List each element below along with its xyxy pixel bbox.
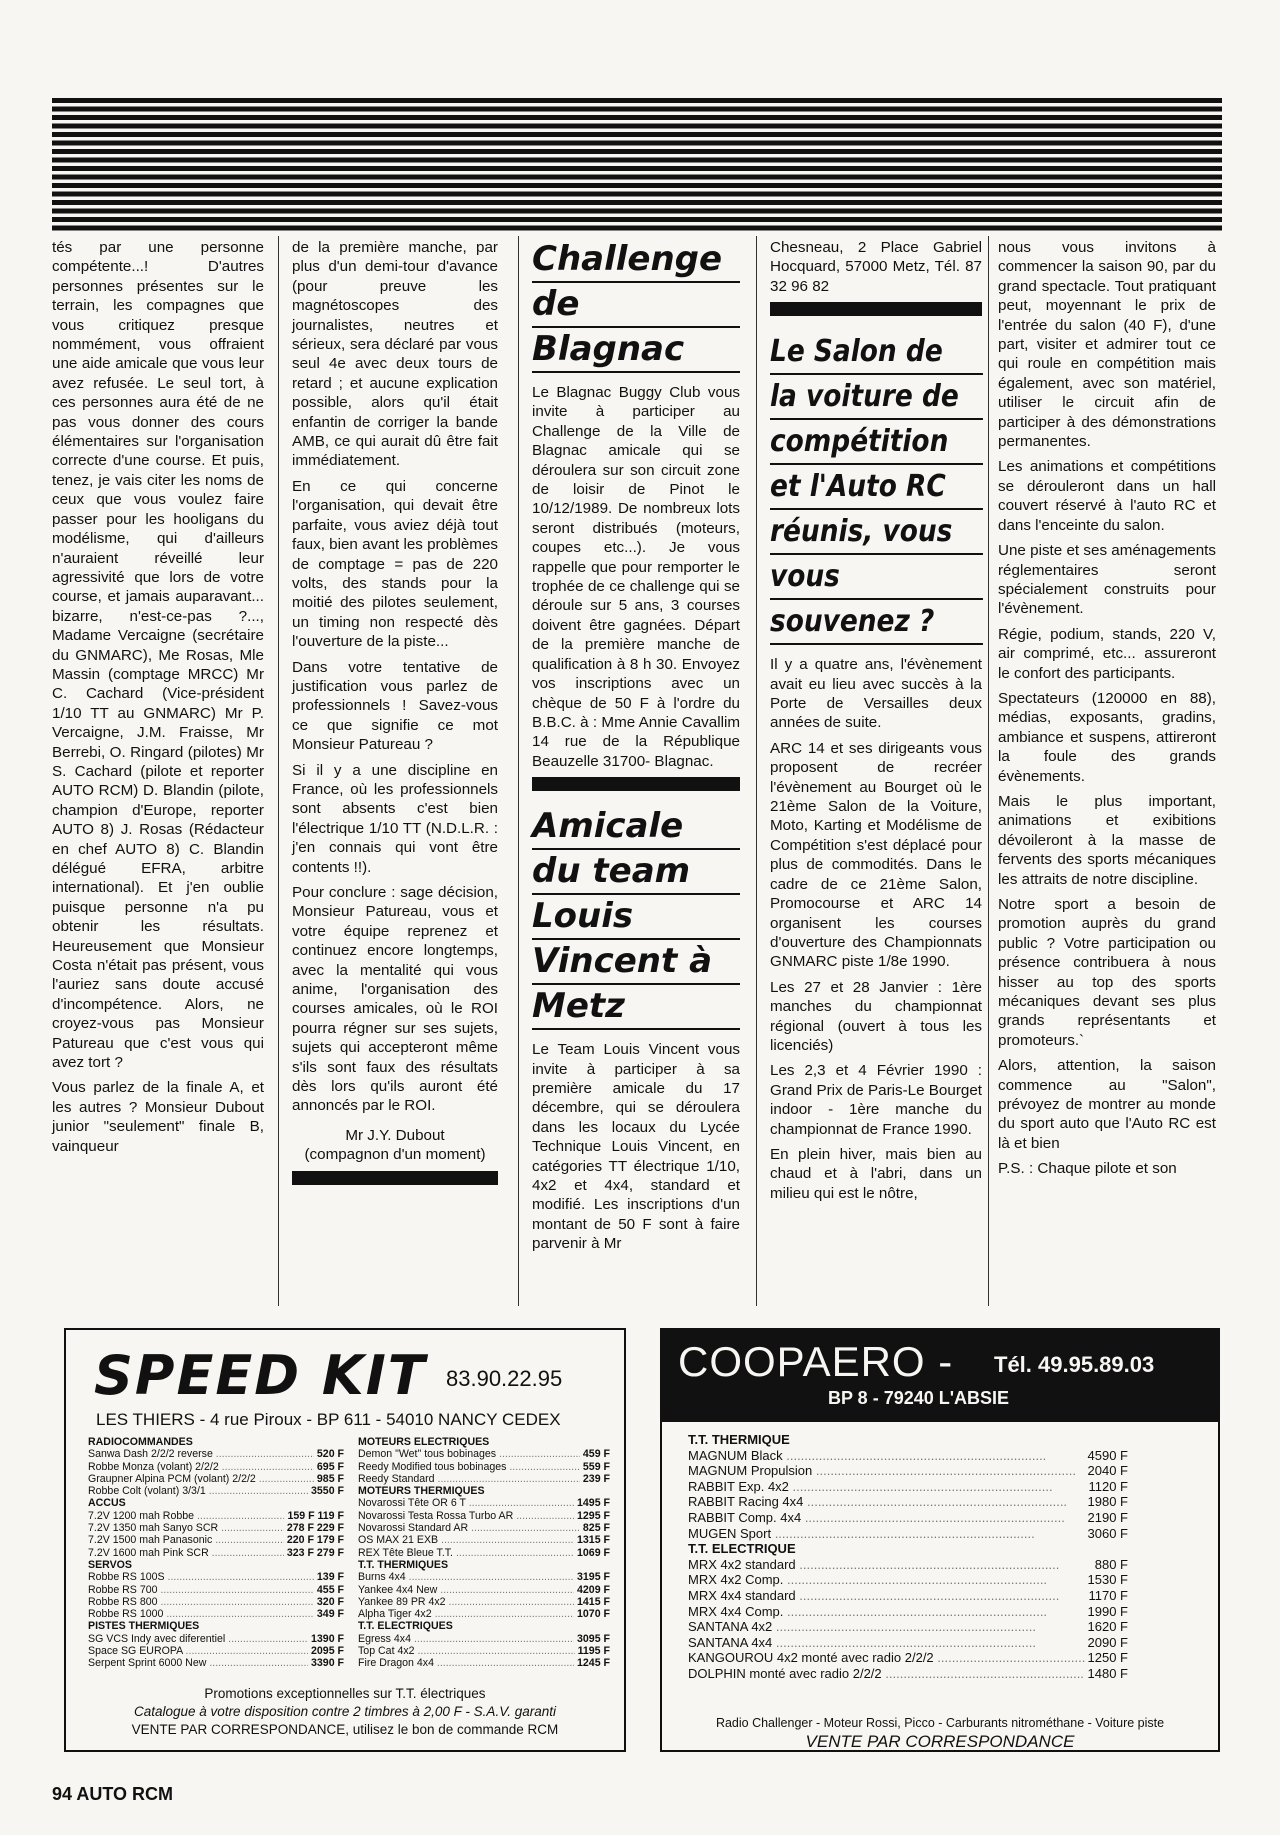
- product-price: 1245 F: [577, 1657, 610, 1670]
- product-price: 323 F 279 F: [286, 1546, 344, 1559]
- product-name: Reedy Standard .....: [358, 1473, 580, 1485]
- section-bar: [292, 1171, 498, 1185]
- headline-line: Vincent à: [532, 940, 740, 985]
- product-price: 459 F: [582, 1448, 610, 1461]
- product-name: Reedy Modified tous bobinages .....: [358, 1461, 580, 1473]
- price-row: [358, 1633, 610, 1645]
- article-column-2: [292, 238, 498, 1199]
- product-price: 1069 F: [577, 1546, 610, 1559]
- coopaero-header: [662, 1330, 1218, 1422]
- product-name: SG VCS Indy avec diferentiel .....: [88, 1633, 308, 1645]
- price-row: [358, 1645, 610, 1657]
- product-price: 1390 F: [311, 1632, 344, 1645]
- product-price: 4590 F: [1087, 1447, 1128, 1463]
- headline-line: Le Salon de: [770, 330, 983, 375]
- amicale-headline: [532, 805, 740, 1030]
- product-price: 220 F 179 F: [286, 1534, 344, 1547]
- product-name: Burns 4x4 .....: [358, 1571, 574, 1583]
- product-name: 7.2V 1200 mah Robbe .....: [88, 1510, 284, 1522]
- price-row: [88, 1608, 344, 1620]
- product-price: 520 F: [316, 1448, 344, 1461]
- coopaero-phone: Tél. 49.95.89.03: [994, 1352, 1155, 1377]
- product-price: 4209 F: [577, 1583, 610, 1596]
- headline-line: réunis, vous: [770, 510, 983, 555]
- price-row: [358, 1473, 610, 1485]
- product-price: 2095 F: [311, 1645, 344, 1658]
- price-row: [688, 1463, 1128, 1479]
- product-name: Robbe Colt (volant) 3/3/1 .....: [88, 1485, 308, 1497]
- product-name: Fire Dragon 4x4 .....: [358, 1657, 574, 1669]
- paragraph: Vous parlez de la finale A, et les autres ? Monsieur Dubout junior "seulement" finale B, vainqueur: [52, 1079, 264, 1155]
- price-row: [88, 1571, 344, 1583]
- product-name: Novarossi Testa Rossa Turbo AR .....: [358, 1510, 574, 1522]
- signature-note: (compagnon d'un moment): [304, 1146, 486, 1164]
- price-row: [88, 1448, 344, 1460]
- product-name: RABBIT Racing 4x4 .....: [688, 1494, 1085, 1510]
- paragraph: ARC 14 et ses dirigeants vous proposent de recréer l'évènement au Bourget où le 21ème Salon de la Voiture, Moto, Karting et Modélisme de Compétition s'est déplacé pour plus de commodités. Dans le cadre de ce 21ème Salon, Promocourse et ARC 14 organisent les courses d'ouverture des Championnats GNMARC piste 1/8e 1990.: [770, 739, 982, 971]
- product-price: 3095 F: [577, 1632, 610, 1645]
- price-row: [88, 1485, 344, 1497]
- product-price: 1530 F: [1087, 1572, 1128, 1588]
- price-row: [88, 1510, 344, 1522]
- product-name: Robbe Monza (volant) 2/2/2 .....: [88, 1461, 314, 1473]
- column-divider: [278, 236, 279, 1306]
- product-price: 1495 F: [577, 1497, 610, 1510]
- product-name: MAGNUM Propulsion .....: [688, 1463, 1085, 1479]
- signature-name: Mr J.Y. Dubout: [345, 1126, 445, 1144]
- price-row: [688, 1650, 1128, 1666]
- product-name: Robbe RS 1000 .....: [88, 1608, 314, 1620]
- product-name: SANTANA 4x4 .....: [688, 1635, 1085, 1651]
- product-price: 455 F: [316, 1583, 344, 1596]
- speedkit-address: LES THIERS - 4 rue Piroux - BP 611 - 54010 NANCY CEDEX: [96, 1410, 561, 1429]
- paragraph: Dans votre tentative de justification vous parlez de professionnels ! Savez-vous ce que signifie ce mot Monsieur Patureau ?: [292, 658, 498, 754]
- paragraph: Pour conclure : sage décision, Monsieur Patureau, vous et votre équipe reprenez et continuez encore longtemps, avec la mentalité qui vous anime, l'organisation des courses amicales, où le ROI pourra régner sur ses sujets, sujets qui accepteront même s'ils sont faux des résultats dès lors qu'ils auront été annoncés par le ROI.: [292, 884, 498, 1115]
- article-column-1: [52, 238, 264, 1162]
- product-name: Novarossi Standard AR .....: [358, 1522, 580, 1534]
- price-row: [358, 1571, 610, 1583]
- speedkit-phone: 83.90.22.95: [446, 1366, 563, 1391]
- product-name: MAGNUM Black .....: [688, 1448, 1085, 1464]
- product-name: Sanwa Dash 2/2/2 reverse .....: [88, 1448, 314, 1460]
- product-price: 159 F 119 F: [287, 1509, 344, 1522]
- paragraph: Les animations et compétitions se dérouleront dans un hall couvert réservé à l'auto RC et dans l'enceinte du salon.: [998, 458, 1216, 534]
- product-price: 1620 F: [1087, 1619, 1128, 1635]
- amicale-body: Le Team Louis Vincent vous invite à participer à sa première amicale du 17 décembre, qui se déroulera dans les locaux du Lycée Technique Louis Vincent, en catégories TT électrique 1/10, 4x2 et 4x4, standard et modifié. Les inscriptions d'un montant de 50 F sont à faire parvenir à Mr: [532, 1041, 740, 1253]
- signature: [292, 1126, 498, 1165]
- product-name: Robbe RS 800 .....: [88, 1596, 314, 1608]
- headline-line: compétition: [770, 420, 983, 465]
- challenge-headline: [532, 238, 740, 373]
- price-row: [358, 1522, 610, 1534]
- price-list-left: [88, 1436, 344, 1670]
- price-row: [688, 1588, 1128, 1604]
- paragraph: Les 27 et 28 Janvier : 1ère manches du championnat régional (ouvert à tous les licenciés): [770, 978, 982, 1054]
- paragraph: Les 2,3 et 4 Février 1990 : Grand Prix de Paris-Le Bourget indoor - 1ère manche du championnat de France 1990.: [770, 1062, 982, 1138]
- price-row: [358, 1461, 610, 1473]
- paragraph: Il y a quatre ans, l'évènement avait eu lieu avec succès à la Porte de Versailles deux années de suite.: [770, 656, 982, 732]
- product-price: 1120 F: [1088, 1478, 1128, 1494]
- product-price: 559 F: [582, 1460, 610, 1473]
- price-row: [358, 1510, 610, 1522]
- price-row: [88, 1461, 344, 1473]
- product-price: 2040 F: [1087, 1463, 1128, 1479]
- paragraph: Mais le plus important, animations et exibitions dévoileront à la masse de fervents des sports mécaniques les attraits de notre discipline.: [998, 792, 1216, 888]
- price-row: [688, 1557, 1128, 1573]
- product-price: 139 F: [316, 1571, 344, 1584]
- product-name: RABBIT Exp. 4x2 .....: [688, 1479, 1085, 1495]
- product-price: 695 F: [316, 1460, 344, 1473]
- headline-line: Amicale: [532, 805, 740, 850]
- price-row: [688, 1510, 1128, 1526]
- price-row: [88, 1522, 344, 1534]
- product-price: 239 F: [582, 1472, 610, 1485]
- headline-line: la voiture de: [770, 375, 983, 420]
- price-list-right: [358, 1436, 610, 1670]
- price-row: [688, 1666, 1128, 1682]
- paragraph: P.S. : Chaque pilote et son: [998, 1160, 1177, 1178]
- product-price: 1315 F: [577, 1534, 610, 1547]
- coopaero-title: COOPAERO -: [678, 1338, 954, 1385]
- price-row: [688, 1479, 1128, 1495]
- price-category: MOTEURS ELECTRIQUES: [358, 1436, 490, 1448]
- product-name: MRX 4x2 Comp. .....: [688, 1572, 1085, 1588]
- product-name: Alpha Tiger 4x2 .....: [358, 1608, 574, 1620]
- paragraph: Spectateurs (120000 en 88), médias, exposants, gradins, ambiance et suspens, attireront la foule des grands évènements.: [998, 689, 1216, 785]
- price-row: [688, 1526, 1128, 1542]
- product-name: 7.2V 1350 mah Sanyo SCR .....: [88, 1522, 284, 1534]
- price-row: [358, 1448, 610, 1460]
- product-name: 7.2V 1600 mah Pink SCR .....: [88, 1547, 284, 1559]
- product-price: 3060 F: [1087, 1525, 1128, 1541]
- price-row: [88, 1633, 344, 1645]
- coopaero-vente: VENTE PAR CORRESPONDANCE: [805, 1732, 1075, 1751]
- product-price: 320 F: [316, 1595, 344, 1608]
- headline-line: souvenez ?: [770, 600, 983, 645]
- product-name: Graupner Alpina PCM (volant) 2/2/2 .....: [88, 1473, 314, 1485]
- price-category: T.T. ELECTRIQUE: [688, 1541, 796, 1557]
- page-footer: 94 AUTO RCM: [52, 1784, 174, 1804]
- price-row: [358, 1608, 610, 1620]
- product-name: Yankee 89 PR 4x2 .....: [358, 1596, 574, 1608]
- product-price: 1990 F: [1087, 1603, 1128, 1619]
- product-price: 1480 F: [1087, 1665, 1128, 1681]
- price-category: RADIOCOMMANDES: [88, 1436, 193, 1448]
- price-row: [358, 1596, 610, 1608]
- product-name: Novarossi Tête OR 6 T .....: [358, 1497, 574, 1509]
- product-name: Robbe RS 100S .....: [88, 1571, 314, 1583]
- product-name: MUGEN Sport .....: [688, 1526, 1085, 1542]
- product-name: SANTANA 4x2 .....: [688, 1619, 1085, 1635]
- coopaero-address: BP 8 - 79240 L'ABSIE: [828, 1388, 1010, 1408]
- product-price: 1070 F: [577, 1608, 610, 1621]
- product-name: DOLPHIN monté avec radio 2/2/2 .....: [688, 1666, 1085, 1682]
- product-name: Yankee 4x4 New .....: [358, 1584, 574, 1596]
- speedkit-ad: [64, 1328, 626, 1752]
- paragraph: Alors, attention, la saison commence au "Salon", prévoyez de montrer au monde du sport auto que l'Auto RC est là et bien: [998, 1057, 1216, 1152]
- price-row: [358, 1534, 610, 1546]
- product-name: 7.2V 1500 mah Panasonic .....: [88, 1534, 284, 1546]
- product-name: RABBIT Comp. 4x4 .....: [688, 1510, 1085, 1526]
- coopaero-ad: [660, 1328, 1220, 1752]
- column-divider: [518, 236, 519, 1306]
- product-price: 1250 F: [1087, 1650, 1128, 1666]
- column-divider: [756, 236, 757, 1306]
- headline-line: Blagnac: [532, 328, 740, 373]
- article-column-4: [770, 238, 982, 1209]
- paragraph: nous vous invitons à commencer la saison 90, par du grand spectacle. Tout pratiquant peut, moyennant le prix de l'entrée du salon (40 F), d'une part, visiter et admirer tout ce qui roule en compétition mais également, avec son matériel, utiliser le circuit afin de participer à des démonstrations permanentes.: [998, 239, 1216, 451]
- product-name: Top Cat 4x2 .....: [358, 1645, 575, 1657]
- product-name: KANGOUROU 4x2 monté avec radio 2/2/2 .....: [688, 1650, 1085, 1666]
- price-row: [688, 1635, 1128, 1651]
- header-stripes: [52, 98, 1222, 234]
- product-price: 2190 F: [1087, 1509, 1128, 1525]
- price-category: SERVOS: [88, 1558, 132, 1571]
- section-bar: [532, 777, 740, 791]
- price-category: T.T. THERMIQUE: [688, 1432, 790, 1447]
- headline-line: Challenge: [532, 238, 740, 283]
- challenge-body: Le Blagnac Buggy Club vous invite à participer au Challenge de la Ville de Blagnac amicale qui se déroulera sur son circuit zone de loisir de Pinot le 10/12/1989. De nombreux lots seront distribués (moteurs, coupes etc...). Je vous rappelle que pour remporter le trophée de ce challenge qui se déroule sur 5 ans, 3 courses doivent être gagnées. Départ de la première manche de qualification à 8 h 30. Envoyez vos inscriptions avec un chèque de 50 F à l'ordre du B.B.C. à : Mme Annie Cavallim 14 rue de la République Beauzelle 31700- Blagnac.: [532, 384, 740, 770]
- product-name: MRX 4x2 standard .....: [688, 1557, 1092, 1573]
- speedkit-promo: Promotions exceptionnelles sur T.T. électriques: [204, 1686, 486, 1701]
- price-row: [688, 1619, 1128, 1635]
- price-row: [88, 1657, 344, 1669]
- price-category: MOTEURS THERMIQUES: [358, 1485, 485, 1498]
- price-row: [358, 1657, 610, 1669]
- paragraph: Notre sport a besoin de promotion auprès du grand public ? Votre participation ou présence contribuera à nous hisser au top des sports mécaniques devant ses plus grands représentants et promoteurs.`: [998, 896, 1216, 1049]
- product-price: 1980 F: [1087, 1494, 1128, 1510]
- product-price: 880 F: [1094, 1556, 1128, 1572]
- product-name: Demon "Wet" tous bobinages .....: [358, 1448, 580, 1460]
- price-category: ACCUS: [88, 1497, 126, 1510]
- speedkit-vente: VENTE PAR CORRESPONDANCE, utilisez le bon de commande RCM: [131, 1722, 559, 1737]
- salon-headline: [770, 330, 983, 645]
- product-price: 985 F: [316, 1472, 344, 1485]
- article-column-3: [532, 238, 740, 1260]
- product-name: MRX 4x4 standard .....: [688, 1588, 1085, 1604]
- price-row: [688, 1572, 1128, 1588]
- paragraph: Régie, podium, stands, 220 V, air comprimé, etc... assureront le confort des participants.: [998, 625, 1216, 682]
- product-name: Egress 4x4 .....: [358, 1633, 574, 1645]
- paragraph: de la première manche, par plus d'un demi-tour d'avance (pour preuve les magnétoscopes des journalistes, neutres et sérieux, sera déclaré par vous seul 4e avec deux tours de retard ; et aucune explication possible, alors qu'il était enfantin de corriger la bande AMB, ce qui aurait dû être fait immédiatement.: [292, 239, 498, 470]
- product-price: 1170 F: [1088, 1587, 1128, 1603]
- product-price: 2090 F: [1087, 1634, 1128, 1650]
- article-column-5: [998, 238, 1216, 1185]
- price-row: [358, 1584, 610, 1596]
- headline-line: de: [532, 283, 740, 328]
- section-bar: [770, 302, 982, 316]
- product-name: REX Tête Bleue T.T. .....: [358, 1547, 574, 1559]
- product-price: 1415 F: [577, 1595, 610, 1608]
- price-category: T.T. THERMIQUES: [358, 1558, 449, 1571]
- paragraph: Chesneau, 2 Place Gabriel Hocquard, 57000 Metz, Tél. 87 32 96 82: [770, 239, 982, 295]
- price-row: [88, 1596, 344, 1608]
- coopaero-price-list: [688, 1432, 1128, 1682]
- speedkit-title: SPEED KIT: [94, 1344, 427, 1407]
- paragraph: tés par une personne compétente...! D'autres personnes présentes sur le terrain, les compagnes que vous critiquez presque nommément, vous offraient une aide amicale que vous leur avez refusée. Le seul tort, à ces personnes aura été de ne pas vous donner des cours élémentaires sur l'organisation correcte d'une course. Et puis, tenez, je vais citer les noms de ceux que vous voulez faire passer pour les hooligans du modélisme, qui d'ailleurs n'auraient réveillé leur agressivité que lors de votre course, et jamais auparavant... bizarre, n'est-ce-pas ?..., Madame Vercaigne (secrétaire du GNMARC), Me Rosas, Mle Massin (comptage MRCC) Mr C. Cachard (Vice-président 1/10 TT au GNMARC) Mr P. Vercaigne, J.M. Fraisse, Mr Berrebi, O. Ringard (pilotes) Mr S. Cachard (pilote et reporter AUTO RCM) D. Blandin (pilote, champion d'Europe, reporter AUTO 8) J. Rosas (Rédacteur en chef AUTO 8) C. Blandin délégué EFRA, arbitre international). Et j'en oublie puisque personne n'a pu obtenir les résultats. Heureusement que Monsieur Costa n'était pas présent, vous l'auriez sans doute accusé d'incompétence. Alors, ne croyez-vous pas Monsieur Patureau que c'est vous qui avez tort ?: [52, 239, 264, 1072]
- headline-line: Louis: [532, 895, 740, 940]
- product-price: 3550 F: [311, 1485, 344, 1498]
- price-row: [88, 1473, 344, 1485]
- product-name: MRX 4x4 Comp. .....: [688, 1604, 1085, 1620]
- price-row: [88, 1534, 344, 1546]
- headline-line: Metz: [532, 985, 740, 1030]
- price-category: T.T. ELECTRIQUES: [358, 1620, 453, 1633]
- price-row: [358, 1497, 610, 1509]
- product-price: 825 F: [582, 1522, 610, 1535]
- product-price: 1195 F: [577, 1645, 610, 1658]
- product-price: 3390 F: [311, 1657, 344, 1670]
- price-category: PISTES THERMIQUES: [88, 1620, 200, 1633]
- product-name: OS MAX 21 EXB .....: [358, 1534, 574, 1546]
- price-row: [88, 1584, 344, 1596]
- headline-line: du team: [532, 850, 740, 895]
- paragraph: En ce qui concerne l'organisation, qui devait être parfaite, vous aviez déjà tout faux, bien avant les problèmes de comptage = pas de 220 volts, des stands pour la moitié des pilotes seulement, un timing non respecté dès l'ouverture de la piste...: [292, 477, 498, 651]
- headline-line: et l'Auto RC: [770, 465, 983, 510]
- price-row: [88, 1547, 344, 1559]
- product-price: 349 F: [316, 1608, 344, 1621]
- product-name: Serpent Sprint 6000 New .....: [88, 1657, 308, 1669]
- product-price: 278 F 229 F: [286, 1522, 344, 1535]
- paragraph: Une piste et ses aménagements réglementaires seront spécialement construits pour l'évènement.: [998, 542, 1216, 618]
- price-row: [688, 1604, 1128, 1620]
- product-price: 3195 F: [577, 1571, 610, 1584]
- product-name: Space SG EUROPA .....: [88, 1645, 308, 1657]
- paragraph: En plein hiver, mais bien au chaud et à l'abri, dans un milieu qui est le nôtre,: [770, 1145, 982, 1202]
- price-row: [88, 1645, 344, 1657]
- product-price: 1295 F: [577, 1509, 610, 1522]
- speedkit-catalogue: Catalogue à votre disposition contre 2 timbres à 2,00 F - S.A.V. garanti: [134, 1704, 556, 1719]
- price-row: [358, 1547, 610, 1559]
- product-name: Robbe RS 700 .....: [88, 1584, 314, 1596]
- headline-line: vous: [770, 555, 983, 600]
- coopaero-footer: Radio Challenger - Moteur Rossi, Picco - Carburants nitrométhane - Voiture piste: [715, 1716, 1165, 1730]
- column-divider: [988, 236, 989, 1306]
- paragraph: Si il y a une discipline en France, où les professionnels sont absents c'est bien l'électrique 1/10 TT (N.D.L.R. : j'en connais qui vont être contents !!).: [292, 761, 498, 876]
- price-row: [688, 1494, 1128, 1510]
- price-row: [688, 1448, 1128, 1464]
